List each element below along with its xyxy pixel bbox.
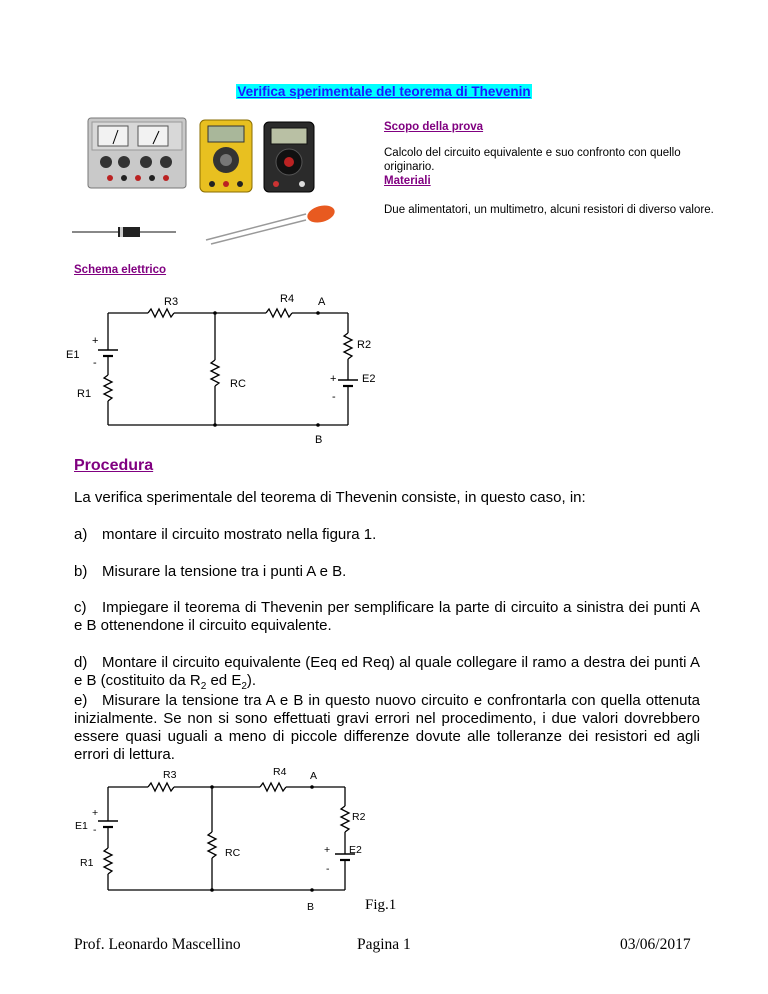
label-r1: R1 [80, 857, 94, 869]
label-r4: R4 [280, 293, 295, 305]
step-b [74, 563, 700, 581]
label-e1: E1 [75, 820, 88, 832]
label-plus-e1: + [92, 335, 99, 347]
label-rc: RC [225, 847, 241, 859]
footer-page: Pagina 1 [357, 936, 411, 953]
step-text: Impiegare il teorema di Thevenin per semplificare la parte di circuito a sinistra dei punti A e B ottenendone il circuito equivalente. [74, 599, 700, 634]
label-minus-e2: - [332, 391, 336, 403]
label-plus-e2: + [330, 373, 337, 385]
label-minus-e1: - [93, 824, 97, 836]
circuit-diagram-top [60, 285, 380, 450]
label-rc: RC [230, 378, 246, 390]
page-title: Verifica sperimentale del teorema di Thevenin [237, 84, 531, 99]
step-c [74, 599, 700, 635]
diode-image [72, 227, 176, 237]
step-a [74, 526, 700, 544]
led-image [206, 203, 337, 244]
step-e [74, 692, 700, 764]
scopo-heading: Scopo della prova [384, 121, 484, 133]
figure-caption: Fig.1 [365, 897, 397, 913]
dark-multimeter-image [264, 122, 314, 192]
footer-author: Prof. Leonardo Mascellino [74, 936, 241, 953]
label-r2: R2 [357, 339, 372, 351]
label-e2: E2 [362, 373, 376, 385]
step-text: Montare il circuito equivalente (Eeq ed Req) al quale collegare il ramo a destra dei punti A e B (costituito da $R_2$ ed $E_2$). [74, 654, 700, 692]
step-label: c) [74, 599, 87, 616]
label-b: B [307, 901, 315, 913]
label-r4: R4 [273, 766, 287, 778]
label-a: A [310, 770, 318, 782]
yellow-multimeter-image [200, 120, 252, 192]
footer-date: 03/06/2017 [620, 936, 691, 953]
step-text: Misurare la tensione tra i punti A e B. [102, 563, 347, 580]
step-label: b) [74, 563, 88, 580]
procedura-intro: La verifica sperimentale del teorema di Thevenin consiste, in questo caso, in: [74, 489, 586, 506]
scopo-text: Calcolo del circuito equivalente e suo confronto con quello originario. [384, 147, 681, 173]
materiali-heading: Materiali [384, 175, 431, 187]
label-e2: E2 [349, 844, 362, 856]
label-minus-e2: - [326, 863, 330, 875]
step-text: montare il circuito mostrato nella figura 1. [102, 526, 377, 543]
power-supply-image [88, 118, 186, 188]
label-plus-e1: + [92, 807, 99, 819]
step-label: a) [74, 526, 88, 543]
step-label: d) [74, 654, 88, 671]
label-a: A [318, 296, 326, 308]
label-r2: R2 [352, 811, 366, 823]
label-e1: E1 [66, 349, 80, 361]
label-b: B [315, 434, 323, 446]
circuit-diagram-fig1 [60, 760, 380, 920]
procedura-heading: Procedura [74, 457, 154, 474]
step-label: e) [74, 692, 88, 709]
step-text: Misurare la tensione tra A e B in questo nuovo circuito e confrontarla con quella ottenuta inizialmente. Se non si sono effettuati gravi errori nel procedimento, i due valori dovrebbero essere quasi uguali a meno di piccole differenze dovute alle tolleranze dei resistori ed agli errori di lettura. [74, 692, 700, 763]
label-plus-e2: + [324, 844, 331, 856]
step-d [74, 654, 700, 696]
equipment-photo [66, 110, 366, 250]
label-r3: R3 [164, 296, 179, 308]
materiali-text: Due alimentatori, un multimetro, alcuni resistori di diverso valore. [384, 204, 714, 216]
label-r1: R1 [77, 388, 92, 400]
label-minus-e1: - [93, 357, 97, 369]
label-r3: R3 [163, 769, 177, 781]
schema-heading: Schema elettrico [74, 264, 167, 276]
